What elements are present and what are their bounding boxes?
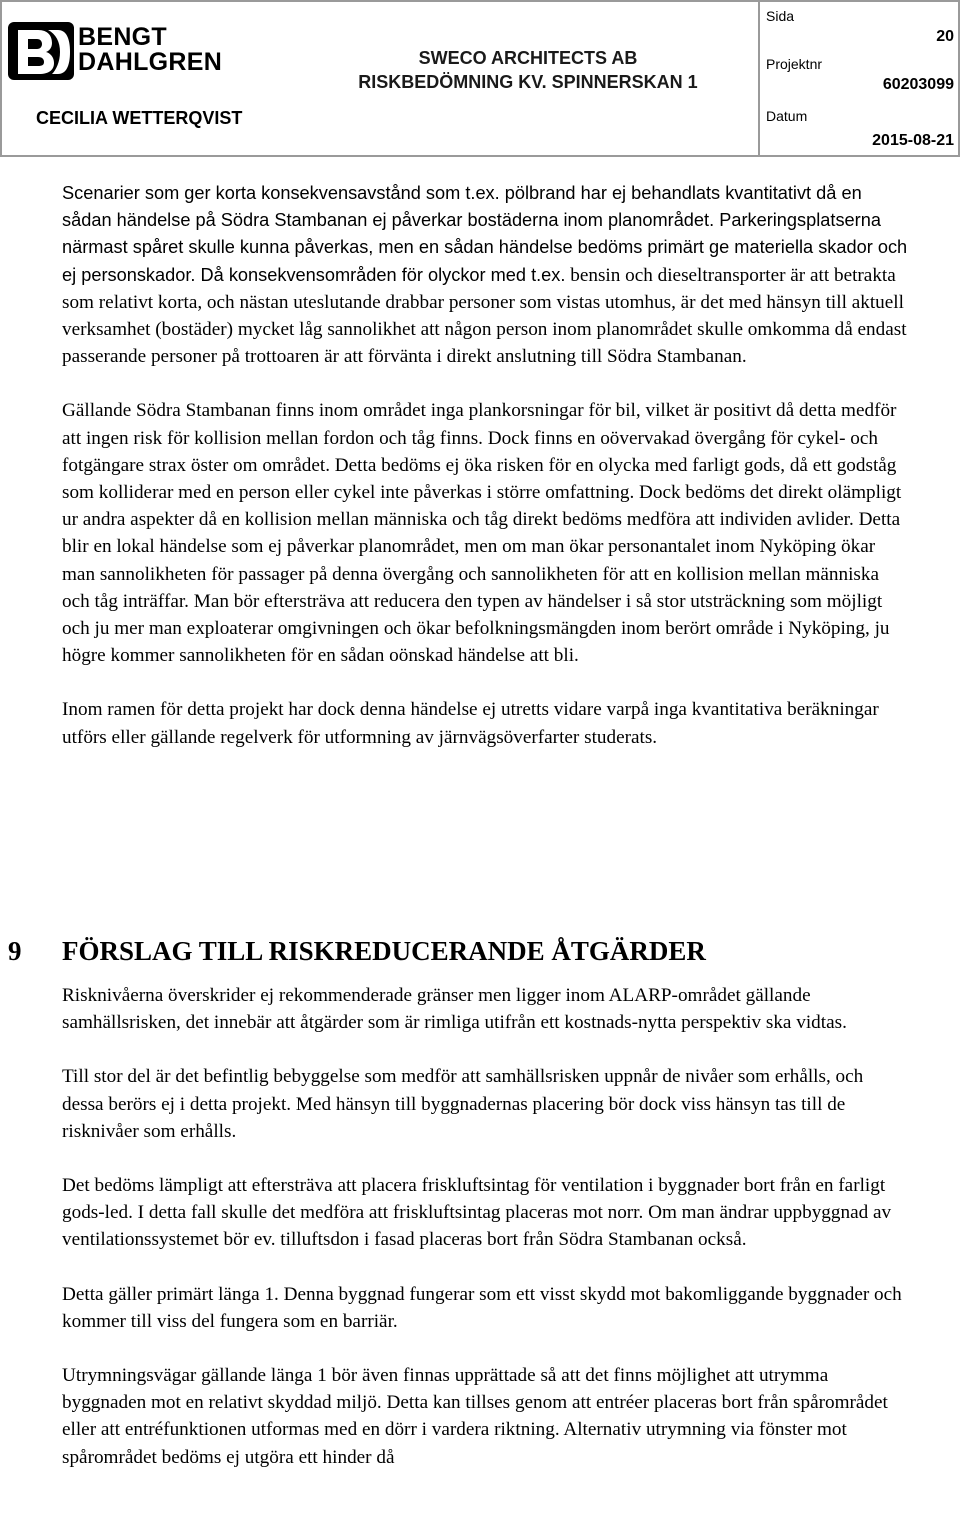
section-content <box>62 982 908 1471</box>
logo-line-2: DAHLGREN <box>78 48 223 76</box>
paragraph-consequences-sans: Scenarier som ger korta konsekvensavstånd som t.ex. pölbrand har ej behandlats kvantitativt då en sådan händelse på Södra Stambanan ej påverkar bostäderna inom planområdet. Parkeringsplatserna närmast spåret skulle kunna påverkas, men en sådan händelse bedöms primärt ge materiella skador och ej personskador. Då konsekvensområden för olyckor med t.ex. <box>62 183 908 285</box>
page-header <box>0 0 960 158</box>
page-label: Sida <box>766 8 795 24</box>
company-logo <box>8 22 236 82</box>
paragraph-building-1: Detta gäller primärt länga 1. Denna byggnad fungerar som ett visst skydd mot bakomliggande byggnader och kommer till viss del fungera som en barriär. <box>62 1283 902 1332</box>
header-divider <box>758 0 760 157</box>
section-number: 9 <box>8 936 22 966</box>
paragraph-scope: Inom ramen för detta projekt har dock denna händelse ej utretts vidare varpå inga kvantitativa beräkningar utförs eller gällande regelverk för utformning av järnvägsöverfarter studerats. <box>62 699 879 748</box>
author-name: CECILIA WETTERQVIST <box>36 108 243 128</box>
logo-mark-icon <box>8 22 74 80</box>
paragraph-ventilation: Det bedöms lämpligt att eftersträva att placera friskluftsintag för ventilation i byggnader bort från en farligt gods-led. I detta fall skulle det medföra att friskluftsintag placeras mot norr. Om man ändrar uppbyggnad av ventilationssystemet bör ev. tilluftsdon i fasad placeras bort från Södra Stambanan också. <box>62 1175 892 1251</box>
project-label: Projektnr <box>766 56 823 72</box>
date-value: 2015-08-21 <box>872 132 954 149</box>
document-title: RISKBEDÖMNING KV. SPINNERSKAN 1 <box>358 72 698 92</box>
date-label: Datum <box>766 108 808 124</box>
header-border-left <box>0 0 2 157</box>
section-title: FÖRSLAG TILL RISKREDUCERANDE ÅTGÄRDER <box>62 936 706 966</box>
paragraph-consequences-serif: bensin och dieseltransporter är att betrakta som relativt korta, och nästan uteslutande drabbar personer som vistas utomhus, är det med hänsyn till aktuell verksamhet (bostäder) mycket låg sannolikhet att någon person inom planområdet skulle omkomma då endast passerande personer på trottoaren är att förvänta i direkt anslutning till Södra Stambanan. <box>62 264 907 368</box>
company-block <box>298 46 758 94</box>
project-number: 60203099 <box>882 76 954 93</box>
paragraph-evacuation: Utrymningsvägar gällande länga 1 bör även finnas upprättade så att det finns möjlighet att utrymma byggnaden mot en relativt skyddad miljö. Detta kan tillses genom att entréer placeras bort från spårområdet eller att entréfunktionen utformas med en dörr i vardera riktning. Alternativ utrymning via fönster mot spårområdet bedöms ej utgöra ett hinder då <box>62 1365 888 1468</box>
paragraph-alarp: Risknivåerna överskrider ej rekommenderade gränser men ligger inom ALARP-området gällande samhällsrisken, det innebär att åtgärder som är rimliga utifrån ett kostnads-nytta perspektiv ska vidtas. <box>62 985 847 1034</box>
paragraph-consequences <box>62 180 908 370</box>
page-number: 20 <box>936 28 954 45</box>
body-content <box>62 180 908 751</box>
logo-text <box>78 25 222 75</box>
logo-line-1: BENGT <box>78 23 167 51</box>
paragraph-existing-buildings: Till stor del är det befintlig bebyggelse som medför att samhällsrisken uppnår de nivåer som erhålls, och dessa berörs ej i detta projekt. Med hänsyn till byggnadernas placering bör dock viss hänsyn tas till de risknivåer som erhålls. <box>62 1066 864 1142</box>
paragraph-crossings: Gällande Södra Stambanan finns inom området inga plankorsningar för bil, vilket är positivt då detta medför att ingen risk för kollision mellan fordon och tåg finns. Dock finns en oövervakad övergång för cykel- och fotgängare strax öster om området. Detta bedöms ej öka risken för en olycka med farligt gods, då ett godståg som kolliderar med en person eller cykel inte påverkas i större omfattning. Dock bedöms det direkt olämpligt ur andra aspekter då en kollision mellan människa och tåg direkt bedöms medföra att individen avlider. Detta blir en lokal händelse som ej påverkar planområdet, men om man ökar personantalet inom Nyköping ökar man sannolikheten för passager på denna övergång och sannolikheten för att en kollision mellan människa och tåg inträffar. Man bör eftersträva att reducera den typen av händelser i så stor utsträckning som möjligt och ju mer man exploaterar omgivningen och ökar befolkningsmängden inom berört område i Nyköping, ju högre kommer sannolikheten för en sådan oönskad händelse att bli. <box>62 400 902 667</box>
header-border-bottom <box>0 155 960 157</box>
header-border-top <box>0 0 960 2</box>
company-name: SWECO ARCHITECTS AB <box>418 48 638 68</box>
